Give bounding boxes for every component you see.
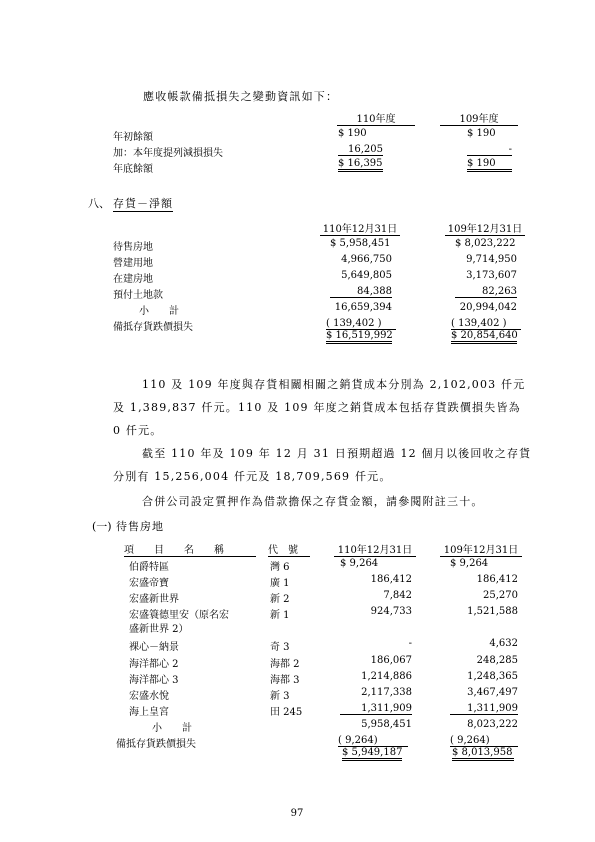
property-item: 伯爵特區	[129, 562, 169, 573]
property-code: 田 245	[270, 707, 303, 718]
inventory-row-c2: $ 8,023,222	[455, 238, 516, 249]
inventory-row-label: 小 計	[139, 306, 179, 317]
subsection-title: 待售房地	[116, 520, 164, 533]
allowance-intro: 應收帳款備抵損失之變動資訊如下：	[143, 90, 339, 103]
property-subtotal-label: 小 計	[152, 723, 192, 734]
property-item: 宏盛新世界	[129, 594, 179, 605]
inventory-total-c1: $ 16,519,992	[326, 330, 392, 344]
property-code: 新 2	[270, 594, 290, 605]
section-title: 存貨－淨額	[113, 197, 173, 210]
property-c2: 4,632	[489, 638, 518, 649]
property-c1: 924,733	[370, 606, 412, 617]
inventory-row-label: 待售房地	[113, 242, 153, 253]
inventory-row-c1: 16,659,394	[334, 302, 392, 313]
paragraph-line: 分別有 15,256,004 仟元及 18,709,569 仟元。	[113, 470, 392, 483]
paragraph-line: 0 仟元。	[113, 424, 163, 437]
inventory-row-c1: 84,388	[330, 286, 392, 298]
inventory-row-c1: ( 139,402 )	[326, 318, 396, 330]
paragraph-line: 合併公司設定質押作為借款擔保之存貨金額，請參閱附註三十。	[142, 495, 484, 508]
inventory-row-label: 備抵存貨跌價損失	[113, 322, 193, 333]
inventory-row-c1: 4,966,750	[341, 254, 392, 265]
property-c2: 186,412	[476, 574, 518, 585]
property-c1: 186,067	[370, 655, 412, 666]
inventory-row-c1: $ 5,958,451	[330, 238, 391, 249]
property-c2: 3,467,497	[467, 687, 518, 698]
property-c1: 7,842	[383, 590, 412, 601]
property-c2: 1,248,365	[467, 671, 518, 682]
property-code: 海都 2	[270, 659, 300, 670]
property-c1: $ 9,264	[340, 558, 379, 569]
paragraph-line: 截至 110 年及 109 年 12 月 31 日預期超過 12 個月以後回收之存貨	[142, 447, 532, 460]
inventory-row-c2: 3,173,607	[466, 270, 517, 281]
property-c1: -	[408, 638, 412, 649]
property-code: 奇 3	[270, 642, 290, 653]
property-item: 海洋都心 3	[129, 675, 179, 686]
property-item: 海上皇宮	[129, 707, 169, 718]
property-c2: $ 9,264	[450, 558, 489, 569]
paragraph-line: 110 及 109 年度與存貨相關相關之銷貨成本分別為 2,102,003 仟元	[142, 378, 526, 391]
inventory-row-label: 預付土地款	[113, 290, 163, 301]
property-code: 新 1	[270, 610, 290, 621]
section-number: 八、	[88, 197, 110, 210]
property-c2: ( 9,264)	[450, 735, 518, 747]
inventory-row-c1: 5,649,805	[341, 270, 392, 281]
inventory-header-110: 110年12月31日	[320, 220, 400, 236]
allowance-header-110: 110年度	[337, 110, 415, 126]
allowance-row-c1: $ 190	[338, 128, 367, 139]
property-code: 灣 6	[270, 562, 290, 573]
property-code: 海都 3	[270, 675, 300, 686]
property-code: 新 3	[270, 691, 290, 702]
property-c1: 1,214,886	[361, 671, 412, 682]
inventory-header-109: 109年12月31日	[445, 220, 525, 236]
property-c2: 1,311,909	[450, 703, 518, 715]
property-c2: 25,270	[483, 590, 518, 601]
property-code: 廣 1	[270, 578, 290, 589]
inventory-row-label: 營建用地	[113, 258, 153, 269]
allowance-row-label: 年底餘額	[113, 164, 153, 175]
property-header-109: 109年12月31日	[440, 541, 522, 557]
property-c1: 1,311,909	[340, 703, 412, 715]
paragraph-line: 及 1,389,837 仟元。110 及 109 年度之銷貨成本包括存貨跌價損失皆為	[113, 401, 521, 414]
allowance-row-c2: $ 190	[467, 158, 512, 172]
property-c2: 1,521,588	[467, 606, 518, 617]
property-item: 宏盛帝寶	[129, 578, 169, 589]
subsection-number: (一)	[92, 520, 112, 533]
property-c1: ( 9,264)	[338, 735, 408, 747]
allowance-row-c2: $ 190	[467, 128, 496, 139]
property-c1: 5,958,451	[361, 719, 412, 730]
allowance-row-c1: $ 16,395	[338, 158, 383, 172]
inventory-row-c2: 82,263	[455, 286, 517, 298]
property-item: 宏盛簑德里安（原名宏	[129, 610, 229, 621]
property-item: 海洋都心 2	[129, 659, 179, 670]
property-c1: 186,412	[370, 574, 412, 585]
allowance-row-c1: 16,205	[338, 144, 383, 156]
property-item: 宏盛水悅	[129, 691, 169, 702]
inventory-row-c2: ( 139,402 )	[451, 318, 521, 330]
inventory-row-c2: 9,714,950	[466, 254, 517, 265]
page-number: 97	[290, 808, 304, 819]
property-c2: 8,023,222	[467, 719, 518, 730]
property-item: 裸心－納景	[129, 642, 179, 653]
allowance-header-109: 109年度	[440, 110, 518, 126]
inventory-row-c2: 20,994,042	[459, 302, 517, 313]
allowance-row-label: 年初餘額	[113, 132, 153, 143]
allowance-row-label: 加：本年度提列減損損失	[113, 148, 223, 159]
allowance-row-c2: -	[467, 144, 512, 156]
property-header-code: 代 號	[268, 541, 310, 557]
property-total-c1: $ 5,949,187	[342, 747, 402, 761]
property-c1: 2,117,338	[361, 687, 412, 698]
property-allowance-label: 備抵存貨跌價損失	[116, 739, 196, 750]
property-item-continued: 盛新世界 2）	[129, 624, 189, 635]
property-c2: 248,285	[476, 655, 518, 666]
property-header-110: 110年12月31日	[334, 541, 416, 557]
inventory-row-label: 在建房地	[113, 274, 153, 285]
inventory-total-c2: $ 20,854,640	[451, 330, 517, 344]
property-total-c2: $ 8,013,958	[452, 747, 514, 761]
property-header-item: 項 目 名 稱	[124, 541, 256, 557]
